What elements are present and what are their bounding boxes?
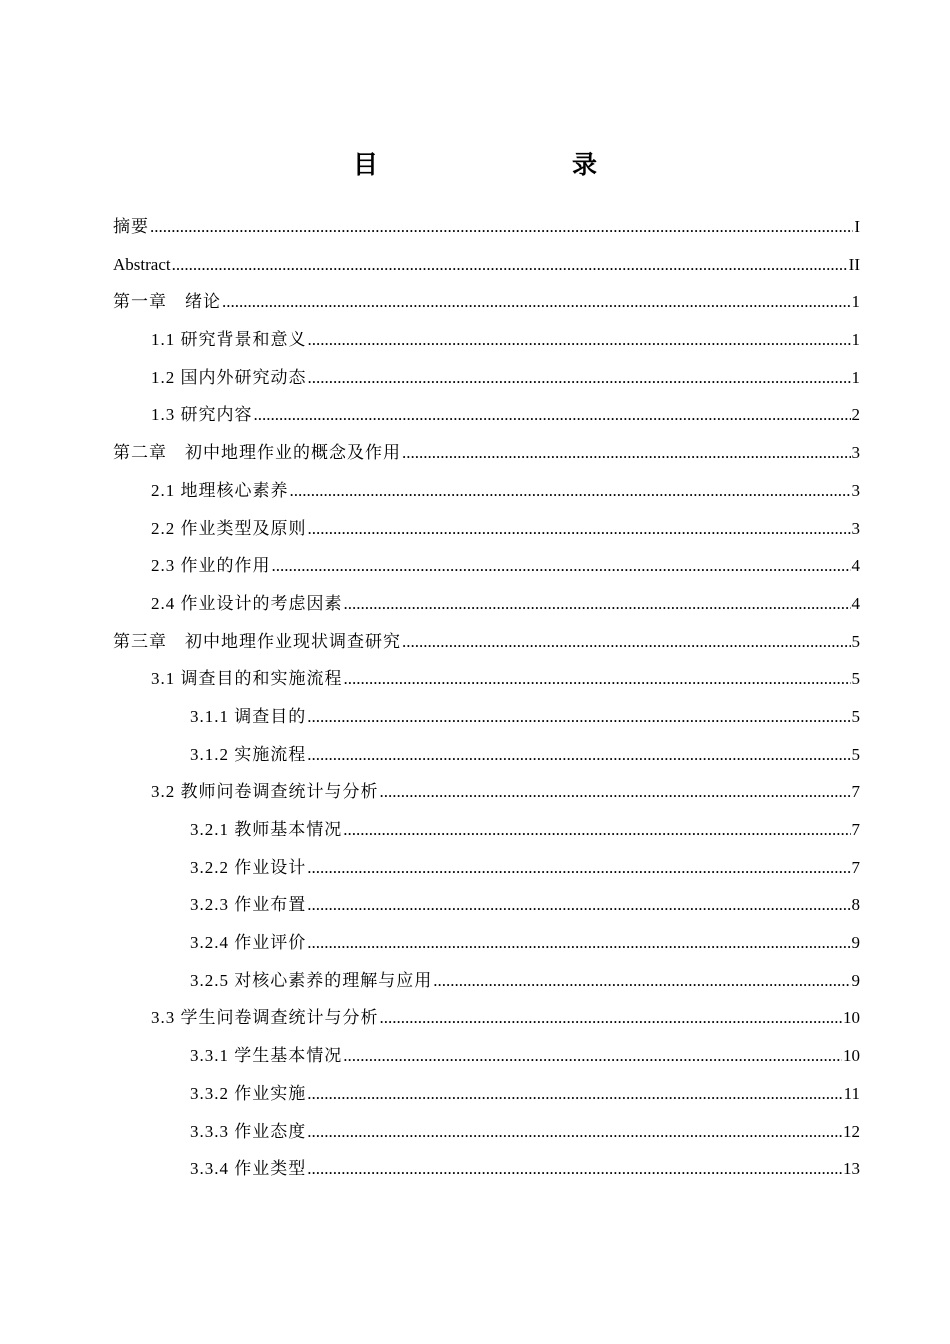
toc-leader-dots — [344, 660, 851, 698]
toc-leader-dots — [402, 623, 851, 661]
toc-entry-label: 3.2.1 教师基本情况 — [190, 820, 343, 839]
toc-entry[interactable] — [113, 434, 860, 472]
toc-entry[interactable] — [113, 1150, 860, 1188]
toc-leader-dots — [307, 736, 850, 774]
toc-leader-dots — [402, 434, 851, 472]
toc-leader-dots — [254, 396, 851, 434]
toc-page-number: 11 — [843, 1083, 860, 1103]
toc-entry[interactable] — [113, 736, 860, 774]
toc-leader-dots — [380, 999, 843, 1037]
toc-entry-label: 3.1.2 实施流程 — [190, 744, 307, 764]
toc-leader-dots — [307, 698, 850, 736]
toc-page-number: 3 — [851, 518, 860, 538]
toc-entry-label: 2.2 作业类型及原则 — [151, 518, 307, 538]
toc-entry-label: Abstract — [113, 254, 171, 274]
toc-entry[interactable] — [113, 999, 860, 1037]
toc-entry-label: 2.4 作业设计的考虑因素 — [151, 593, 343, 613]
toc-entry-label: 3.3.1 学生基本情况 — [190, 1046, 343, 1066]
toc-entry[interactable] — [113, 698, 860, 736]
toc-leader-dots — [308, 510, 851, 548]
toc-entry-label: 1.3 研究内容 — [151, 405, 253, 425]
toc-entry[interactable] — [113, 773, 860, 811]
toc-entry-label: 第二章 初中地理作业的概念及作用 — [113, 443, 401, 463]
toc-entry[interactable] — [113, 585, 860, 623]
toc-entry-label: 3.3 学生问卷调查统计与分析 — [151, 1008, 379, 1028]
toc-page-number: 7 — [851, 820, 860, 839]
toc-page-number: 8 — [851, 895, 860, 915]
toc-entry-label: 3.2.2 作业设计 — [190, 857, 307, 877]
toc-entry[interactable] — [113, 321, 860, 359]
toc-entry-label: 3.1 调查目的和实施流程 — [151, 669, 343, 689]
toc-page-number: 7 — [851, 782, 860, 802]
toc-leader-dots — [307, 1075, 842, 1113]
toc-entry[interactable] — [113, 1037, 860, 1075]
toc-entry[interactable] — [113, 811, 860, 849]
toc-page-number: I — [854, 217, 860, 236]
toc-leader-dots — [343, 811, 850, 849]
toc-leader-dots — [307, 1113, 842, 1151]
toc-entry-label: 2.1 地理核心素养 — [151, 480, 289, 500]
toc-leader-dots — [307, 886, 850, 924]
toc-entry[interactable] — [113, 924, 860, 962]
toc-entry[interactable] — [113, 1075, 860, 1113]
toc-entry[interactable] — [113, 962, 860, 1000]
toc-leader-dots — [307, 1150, 842, 1188]
toc-leader-dots — [344, 585, 851, 623]
toc-entry[interactable] — [113, 510, 860, 548]
toc-entry-label: 3.2.3 作业布置 — [190, 895, 307, 915]
toc-entry-label: 摘要 — [113, 217, 149, 236]
toc-leader-dots — [272, 547, 851, 585]
toc-entry[interactable] — [113, 472, 860, 510]
toc-page-number: 3 — [851, 480, 860, 500]
toc-entry[interactable] — [113, 246, 860, 284]
toc-entry-label: 第三章 初中地理作业现状调查研究 — [113, 631, 401, 651]
toc-page-number: 12 — [843, 1121, 860, 1141]
toc-leader-dots — [380, 773, 851, 811]
page-title: 目 录 — [352, 152, 645, 179]
toc-leader-dots — [343, 1037, 842, 1075]
toc-page-number: 1 — [851, 330, 860, 350]
toc-page-number: 4 — [851, 556, 860, 576]
toc-entry[interactable] — [113, 359, 860, 397]
toc-leader-dots — [308, 359, 851, 397]
toc-entry[interactable] — [113, 283, 860, 321]
toc-leader-dots — [172, 246, 848, 284]
toc-page-number: 9 — [851, 933, 860, 953]
toc-leader-dots — [433, 962, 850, 1000]
toc-leader-dots — [150, 208, 853, 246]
toc-leader-dots — [308, 321, 851, 359]
toc-entry[interactable] — [113, 396, 860, 434]
toc-page-number: 1 — [851, 292, 860, 312]
toc-page-number: 5 — [851, 706, 860, 726]
toc-page-number: 10 — [843, 1046, 860, 1066]
toc-entry[interactable] — [113, 660, 860, 698]
toc-entry-label: 3.3.2 作业实施 — [190, 1083, 307, 1103]
toc-leader-dots — [290, 472, 851, 510]
toc-entry[interactable] — [113, 208, 860, 246]
toc-entry-label: 1.1 研究背景和意义 — [151, 330, 307, 350]
toc-page-number: 1 — [851, 367, 860, 387]
toc-page-number: 9 — [851, 970, 860, 990]
toc-leader-dots — [222, 283, 851, 321]
toc-page-number: II — [848, 254, 860, 274]
toc-entry[interactable] — [113, 547, 860, 585]
toc-entry-label: 2.3 作业的作用 — [151, 556, 271, 576]
toc-entry-label: 1.2 国内外研究动态 — [151, 367, 307, 387]
toc-entry-label: 3.2.5 对核心素养的理解与应用 — [190, 970, 433, 990]
toc-entry-label: 3.3.4 作业类型 — [190, 1159, 307, 1179]
toc-entry[interactable] — [113, 886, 860, 924]
toc-entry-label: 3.2 教师问卷调查统计与分析 — [151, 782, 379, 802]
toc-entry-label: 3.1.1 调查目的 — [190, 706, 307, 726]
toc-page-number: 5 — [851, 631, 860, 651]
toc-entry-label: 3.3.3 作业态度 — [190, 1121, 307, 1141]
toc-leader-dots — [307, 849, 850, 887]
toc-page-number: 13 — [843, 1159, 860, 1179]
toc-page-number: 10 — [843, 1008, 860, 1028]
toc-entry[interactable] — [113, 849, 860, 887]
toc-entry[interactable] — [113, 623, 860, 661]
toc-page-number: 7 — [851, 857, 860, 877]
table-of-contents — [113, 208, 860, 1188]
toc-page-number: 2 — [851, 405, 860, 425]
toc-entry-label: 3.2.4 作业评价 — [190, 933, 307, 953]
toc-page-number: 4 — [851, 593, 860, 613]
toc-page-number: 5 — [851, 744, 860, 764]
toc-page-number: 5 — [851, 669, 860, 689]
toc-leader-dots — [307, 924, 850, 962]
toc-entry-label: 第一章 绪论 — [113, 292, 221, 312]
toc-page-number: 3 — [851, 443, 860, 463]
toc-entry[interactable] — [113, 1113, 860, 1151]
